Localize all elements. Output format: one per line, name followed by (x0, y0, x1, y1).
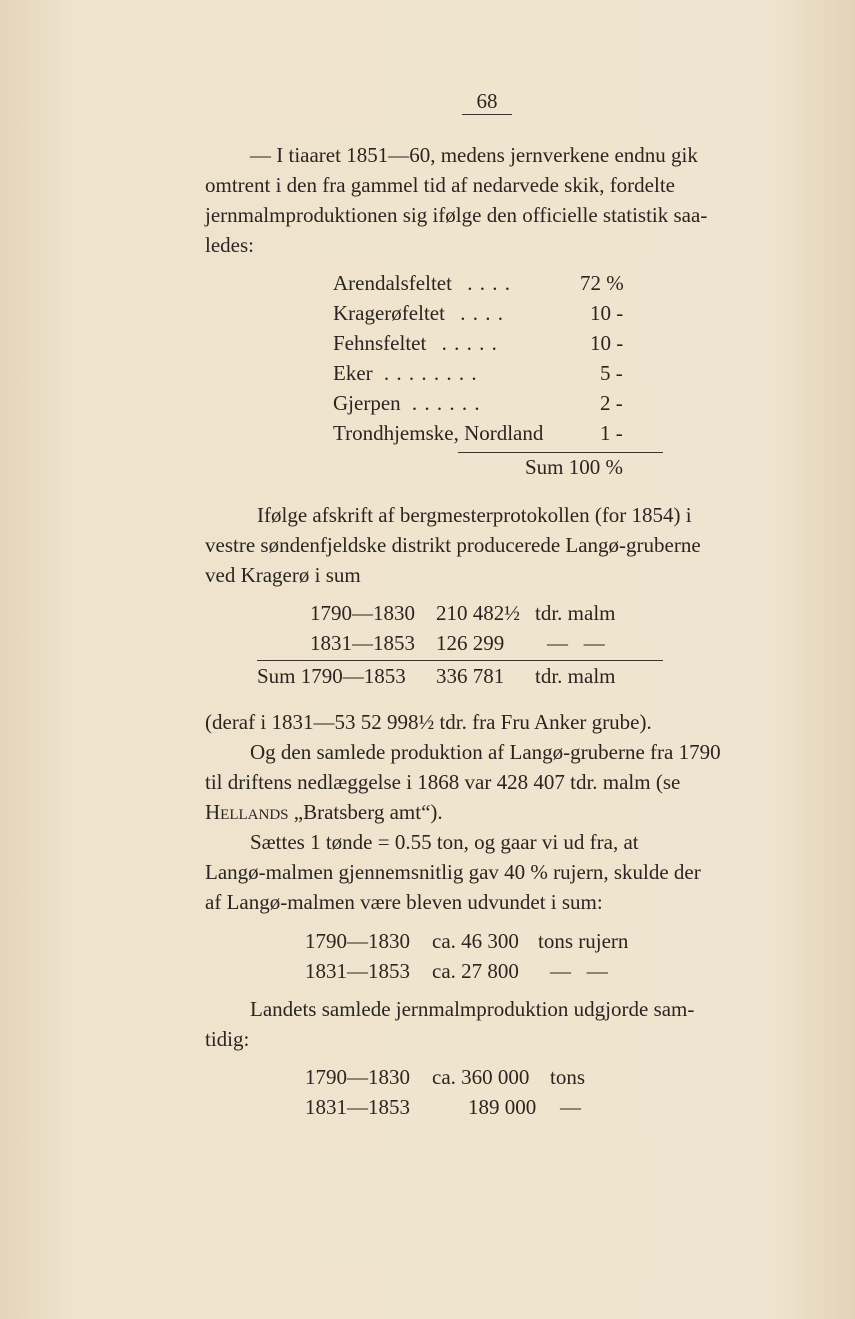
text-line: Ifølge afskrift af bergmesterprotokollen (for 1854) i (257, 503, 692, 527)
sum-label: Sum 1790—1853 (257, 664, 406, 688)
amount: ca. 360 000 (432, 1065, 530, 1089)
text-line: omtrent i den fra gammel tid af nedarvede skik, fordelte (205, 173, 675, 197)
text-line: af Langø-malmen være bleven udvundet i sum: (205, 890, 603, 914)
unit: — (560, 1095, 581, 1119)
leader-dots: . . . . . . . . (383, 361, 478, 385)
leader-dots: . . . . (460, 301, 504, 325)
share-value: 5 - (600, 361, 623, 385)
text-line: til driftens nedlæggelse i 1868 var 428 407 tdr. malm (se (205, 770, 681, 794)
region-label: Fehnsfeltet (333, 331, 427, 355)
share-value: 1 - (600, 421, 623, 445)
amount: 210 482½ (436, 601, 520, 625)
paragraph-1 (205, 140, 765, 260)
sum-unit: tdr. malm (535, 664, 616, 688)
leader-dots: . . . . . . (411, 391, 481, 415)
text-line: ledes: (205, 233, 254, 257)
text-line: Landets samlede jernmalmproduktion udgjorde sam- (250, 997, 695, 1021)
unit: tons (550, 1065, 586, 1089)
amount: 189 000 (468, 1095, 537, 1119)
region-label: Trondhjemske, Nordland (333, 421, 544, 445)
share-value: 10 - (590, 301, 624, 325)
paragraph-4 (205, 737, 765, 827)
table-row (333, 298, 504, 328)
share-value: 72 % (580, 271, 624, 295)
text-line: ved Kragerø i sum (205, 563, 361, 587)
text-line: Langø-malmen gjennemsnitlig gav 40 % rujern, skulde der (205, 860, 701, 884)
period: 1790—1830 (305, 929, 410, 953)
text-line: (deraf i 1831—53 52 998½ tdr. fra Fru Anker grube). (205, 710, 652, 734)
amount: ca. 46 300 (432, 929, 519, 953)
table-sum: Sum 100 % (525, 455, 624, 479)
text-line: — I tiaaret 1851—60, medens jernverkene endnu gik (250, 143, 698, 167)
table-row (333, 418, 543, 448)
unit: tdr. malm (535, 601, 616, 625)
leader-dots: . . . . . (441, 331, 498, 355)
region-label: Arendalsfeltet (333, 271, 452, 295)
period: 1790—1830 (310, 601, 415, 625)
text-line (205, 797, 765, 827)
unit: — — (550, 959, 608, 983)
paragraph-2 (205, 500, 765, 590)
period: 1831—1853 (305, 959, 410, 983)
text-line: Og den samlede produktion af Langø-gruberne fra 1790 (250, 740, 721, 764)
period: 1790—1830 (305, 1065, 410, 1089)
paragraph-5 (205, 827, 765, 917)
period: 1831—1853 (310, 631, 415, 655)
page-number: 68 (462, 88, 512, 115)
share-value: 2 - (600, 391, 623, 415)
sum-amount: 336 781 (436, 664, 505, 688)
region-label: Eker (333, 361, 373, 385)
text-line: tidig: (205, 1027, 250, 1051)
unit: — — (547, 631, 605, 655)
table-row (333, 358, 478, 388)
author-name: Hellands (205, 800, 289, 824)
text-line: jernmalmproduktionen sig ifølge den officielle statistik saa- (205, 203, 708, 227)
table-row (333, 388, 481, 418)
share-value: 10 - (590, 331, 624, 355)
unit: tons rujern (538, 929, 629, 953)
leader-dots: . . . . (467, 271, 511, 295)
amount: ca. 27 800 (432, 959, 519, 983)
amount: 126 299 (436, 631, 505, 655)
citation-title: „Bratsberg amt“). (288, 800, 443, 824)
paragraph-3 (205, 707, 765, 737)
table-row (333, 328, 498, 358)
paragraph-6 (205, 994, 765, 1054)
region-label: Kragerøfeltet (333, 301, 445, 325)
region-label: Gjerpen (333, 391, 401, 415)
text-line: Sættes 1 tønde = 0.55 ton, og gaar vi ud fra, at (250, 830, 639, 854)
table-row (333, 268, 577, 298)
text-line: vestre søndenfjeldske distrikt producerede Langø-gruberne (205, 533, 701, 557)
period: 1831—1853 (305, 1095, 410, 1119)
